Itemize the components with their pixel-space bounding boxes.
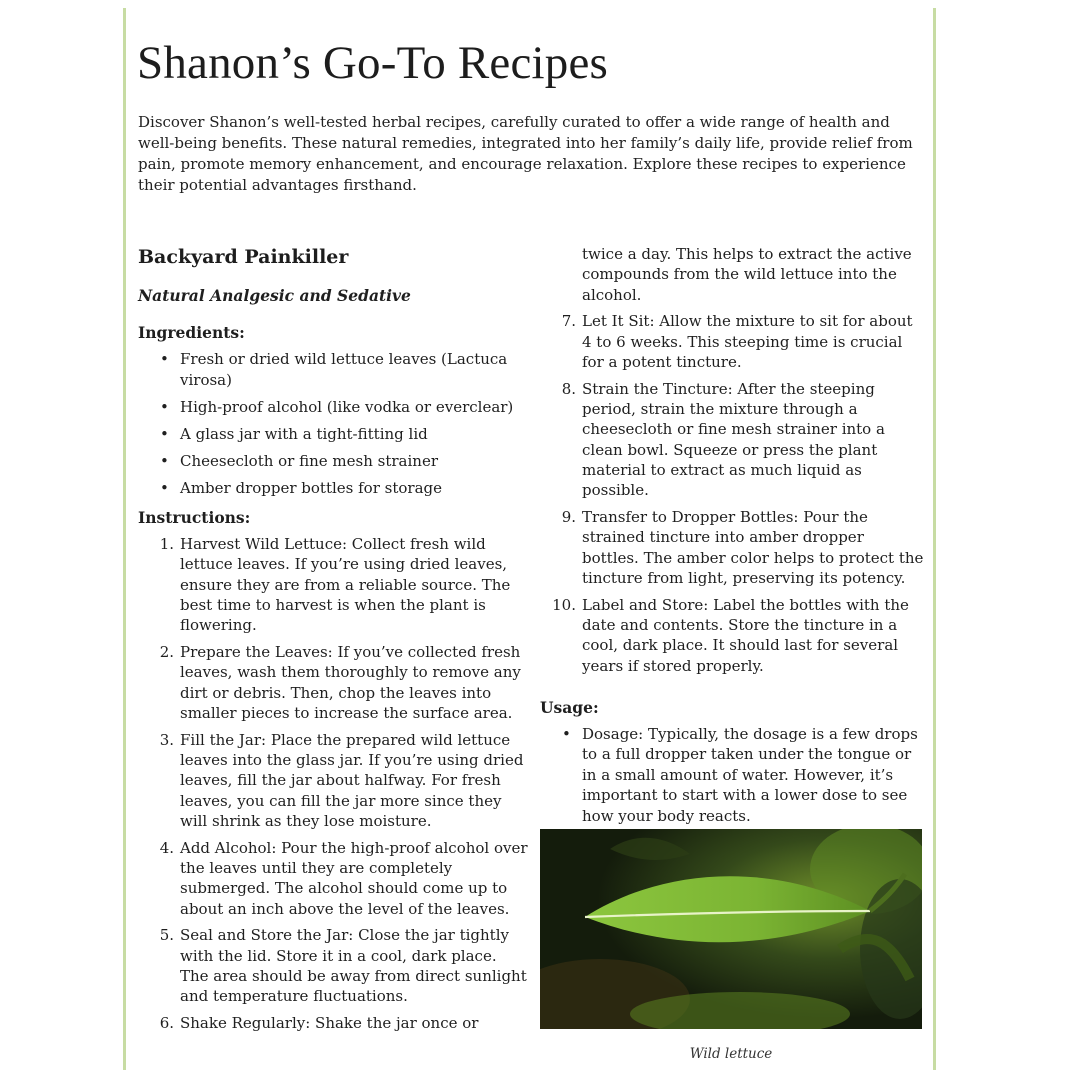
list-item: • A glass jar with a tight-fitting lid bbox=[160, 424, 428, 443]
recipe-subtitle: Natural Analgesic and Sedative bbox=[138, 286, 411, 305]
intro-paragraph: Discover Shanon’s well-tested herbal recipes, carefully curated to offer a wide range of health and well-being benefits. These natural remedies, integrated into her family’s daily life, provide relief from pain, promote memory enhancement, and encourage relaxation. Explore these recipes to experience their potential advantages firsthand. bbox=[138, 113, 913, 194]
instruction-step: 8. Strain the Tincture: After the steeping period, strain the mixture through a cheesecloth or fine mesh strainer into a clean bowl. Squeeze or press the plant material to extract as much liquid as possible. bbox=[561, 379, 885, 500]
bullet-icon: • bbox=[160, 397, 169, 416]
leaf-image bbox=[540, 829, 922, 1029]
list-item: • Dosage: Typically, the dosage is a few drops to a full dropper taken under the tongue or in a small amount of water. However, it’s important to start with a lower dose to see how your body reacts. bbox=[562, 724, 918, 825]
bullet-icon: • bbox=[160, 424, 169, 443]
instructions-list bbox=[138, 534, 528, 1033]
bullet-icon: • bbox=[160, 478, 169, 497]
instruction-step: 5. Seal and Store the Jar: Close the jar tightly with the lid. Store it in a cool, dark place. The area should be away from direct sunlight and temperature fluctuations. bbox=[159, 926, 527, 1006]
right-border-rule bbox=[933, 8, 936, 1070]
instruction-step: 7. Let It Sit: Allow the mixture to sit for about 4 to 6 weeks. This steeping time is crucial for a potent tincture. bbox=[561, 312, 913, 371]
instruction-step: 2. Prepare the Leaves: If you’ve collected fresh leaves, wash them thoroughly to remove any dirt or debris. Then, chop the leaves into smaller pieces to increase the surface area. bbox=[159, 642, 521, 722]
instructions-list-continued bbox=[540, 311, 925, 676]
photo-caption: Wild lettuce bbox=[689, 1046, 773, 1062]
instruction-step: 1. Harvest Wild Lettuce: Collect fresh wild lettuce leaves. If you’re using dried leaves, ensure they are from a reliable source. The best time to harvest is when the plant is flowering. bbox=[159, 535, 511, 635]
instructions-heading: Instructions: bbox=[138, 508, 251, 527]
usage-heading: Usage: bbox=[540, 697, 599, 717]
list-item: • Amber dropper bottles for storage bbox=[160, 478, 442, 497]
list-item: • High-proof alcohol (like vodka or everclear) bbox=[160, 397, 514, 416]
wild-lettuce-photo bbox=[540, 829, 922, 1029]
ingredients-list bbox=[138, 349, 528, 498]
list-item: • Cheesecloth or fine mesh strainer bbox=[160, 451, 439, 470]
list-item: • Fresh or dried wild lettuce leaves (Lactuca virosa) bbox=[160, 350, 508, 389]
instruction-step: 3. Fill the Jar: Place the prepared wild lettuce leaves into the glass jar. If you’re using dried leaves, fill the jar about halfway. For fresh leaves, you can fill the jar more since they will shrink as they lose moisture. bbox=[159, 730, 524, 830]
left-border-rule bbox=[123, 8, 126, 1070]
instruction-step: 6. Shake Regularly: Shake the jar once or bbox=[159, 1014, 479, 1033]
left-column bbox=[138, 244, 528, 1040]
instruction-step: 9. Transfer to Dropper Bottles: Pour the strained tincture into amber dropper bottles. The amber color helps to protect the tincture from light, preserving its potency. bbox=[561, 508, 924, 587]
usage-list bbox=[540, 724, 925, 827]
instruction-step: 4. Add Alcohol: Pour the high-proof alcohol over the leaves until they are completely submerged. The alcohol should come up to about an inch above the level of the leaves. bbox=[159, 838, 528, 918]
bullet-icon: • bbox=[160, 350, 169, 368]
bullet-icon: • bbox=[562, 724, 571, 743]
right-column bbox=[540, 244, 925, 833]
bullet-icon: • bbox=[160, 451, 169, 470]
step-6-continued: twice a day. This helps to extract the active compounds from the wild lettuce into the alcohol. bbox=[582, 245, 912, 304]
ingredients-heading: Ingredients: bbox=[138, 323, 245, 342]
recipe-title: Backyard Painkiller bbox=[138, 246, 349, 268]
instruction-step: 10. Label and Store: Label the bottles with the date and contents. Store the tincture in a cool, dark place. It should last for several years if stored properly. bbox=[552, 595, 909, 675]
page-title: Shanon’s Go-To Recipes bbox=[137, 37, 609, 89]
